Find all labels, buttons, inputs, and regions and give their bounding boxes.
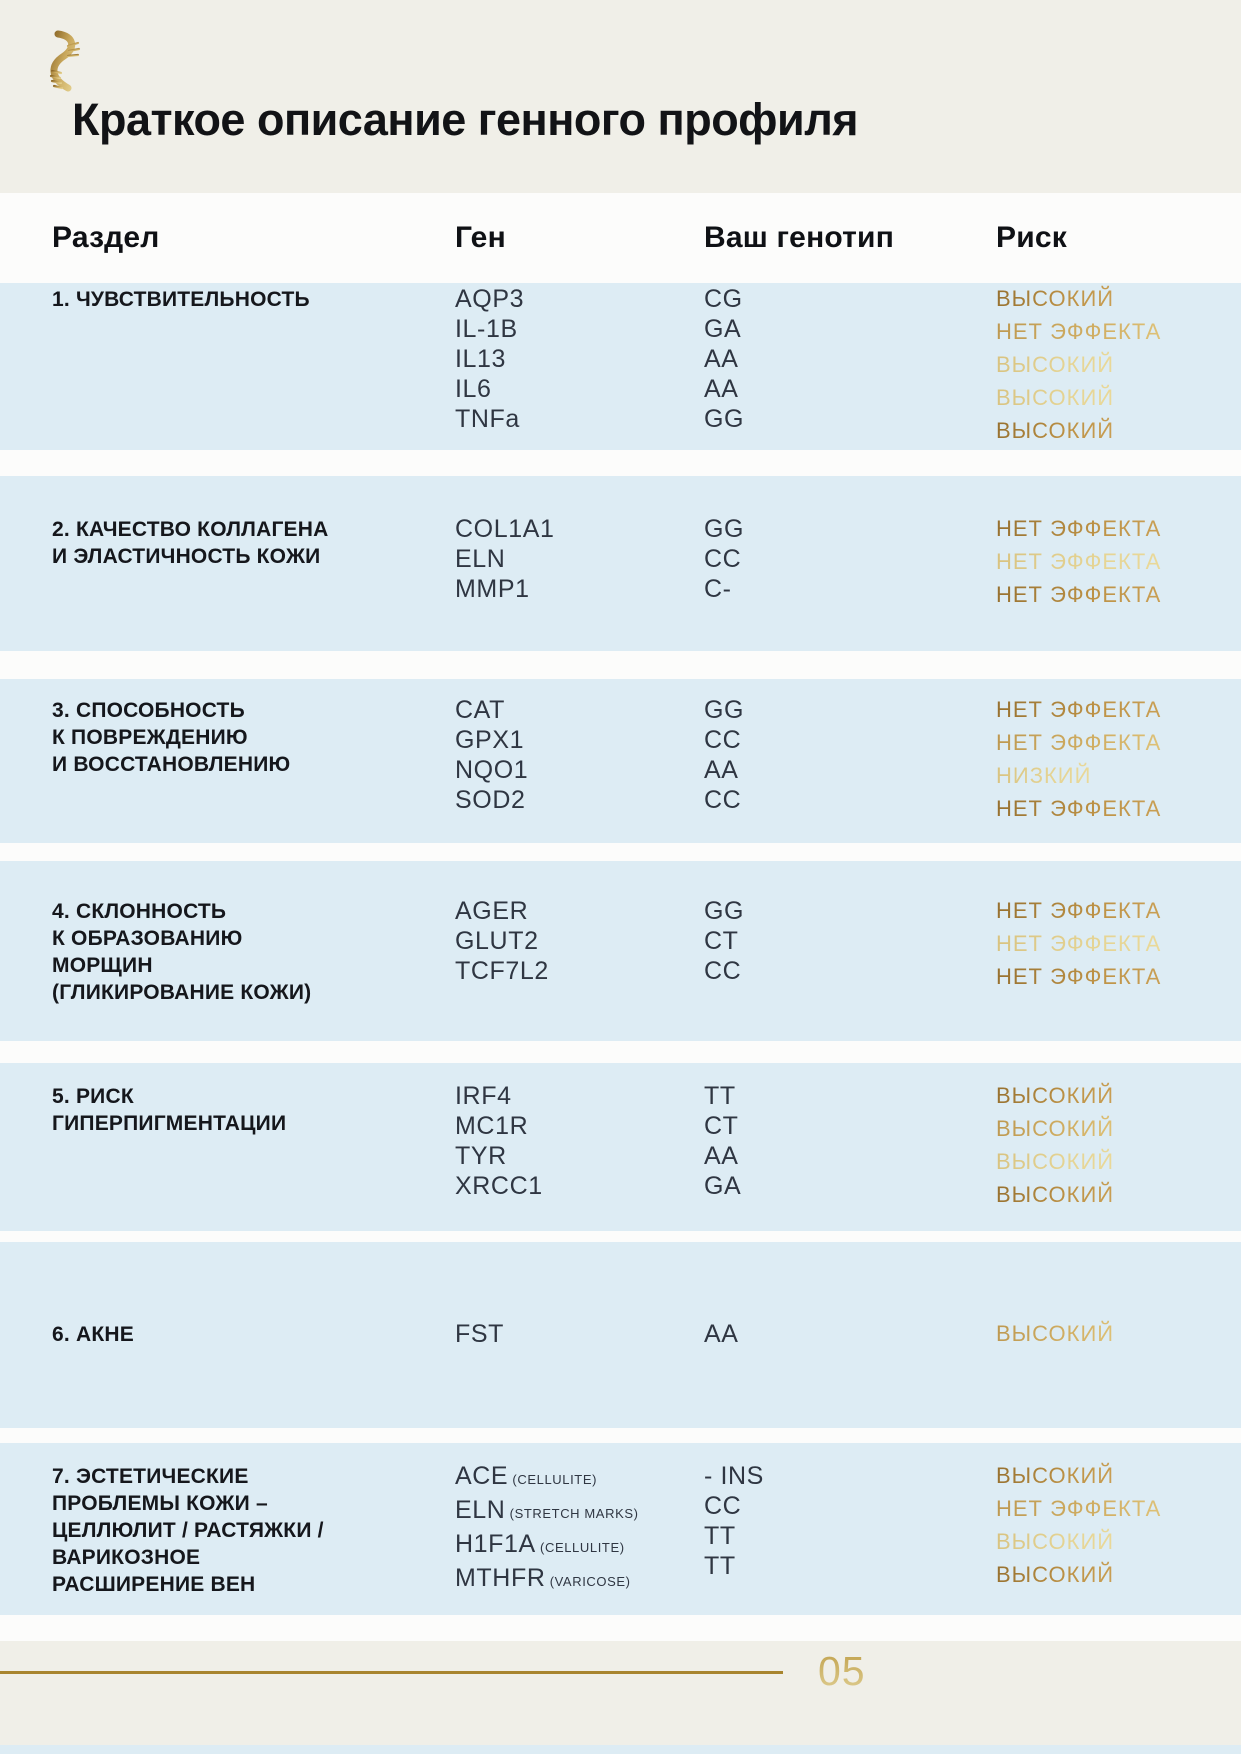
gene-note: (CELLULITE)	[508, 1471, 598, 1487]
section-title-line: 4. СКЛОННОСТЬ	[52, 900, 227, 923]
risk-row	[996, 547, 1241, 580]
genotype-column	[704, 695, 996, 815]
section-title-line: РАСШИРЕНИЕ ВЕН	[52, 1572, 256, 1596]
gene-name: MTHFR (VARICOSE)	[455, 1563, 631, 1592]
risk-row	[996, 284, 1241, 317]
gene-name: XRCC1	[455, 1172, 543, 1200]
risk-row	[996, 514, 1241, 547]
gene-note: (CELLULITE)	[535, 1539, 625, 1555]
table-header-gene: Ген	[455, 221, 506, 254]
genotype-value: AA	[704, 375, 739, 403]
genotype-value: CT	[704, 927, 739, 955]
risk-value: НИЗКИЙ	[996, 761, 1091, 791]
risk-row	[996, 317, 1241, 350]
section-title-line: 5. РИСК	[52, 1085, 134, 1108]
page-title: Краткое описание генного профиля	[72, 94, 859, 145]
risk-value: НЕТ ЭФФЕКТА	[996, 728, 1161, 758]
bottom-edge-strip	[0, 1745, 1241, 1754]
gene-column	[455, 284, 704, 434]
section-title-line: И ЭЛАСТИЧНОСТЬ КОЖИ	[52, 545, 321, 568]
section-row	[0, 1242, 1241, 1428]
gene-name: ELN	[455, 545, 506, 573]
risk-value: ВЫСОКИЙ	[996, 383, 1114, 413]
risk-row	[996, 728, 1241, 761]
section-title	[52, 284, 455, 313]
genotype-value: GG	[704, 696, 745, 724]
section-title-line: 7. ЭСТЕТИЧЕСКИЕ	[52, 1464, 249, 1488]
risk-row	[996, 1147, 1241, 1180]
risk-value: ВЫСОКИЙ	[996, 1527, 1114, 1557]
risk-value: НЕТ ЭФФЕКТА	[996, 547, 1161, 577]
risk-value: НЕТ ЭФФЕКТА	[996, 317, 1161, 347]
gene-name: AQP3	[455, 285, 525, 313]
gene-name: IL6	[455, 375, 492, 403]
genotype-value: CC	[704, 545, 742, 573]
risk-column	[996, 514, 1241, 613]
genotype-column	[704, 514, 996, 604]
section-title-line: ВАРИКОЗНОЕ	[52, 1545, 201, 1569]
section-row	[0, 861, 1241, 1041]
risk-value: НЕТ ЭФФЕКТА	[996, 580, 1161, 610]
risk-row	[996, 1494, 1241, 1527]
risk-row	[996, 1081, 1241, 1114]
gene-note: (STRETCH MARKS)	[505, 1505, 639, 1521]
risk-column	[996, 284, 1241, 449]
risk-value: НЕТ ЭФФЕКТА	[996, 962, 1161, 992]
genotype-value: CT	[704, 1112, 739, 1140]
page-number: 05	[818, 1648, 866, 1694]
risk-value: ВЫСОКИЙ	[996, 416, 1114, 446]
risk-column	[996, 1319, 1241, 1352]
risk-value: НЕТ ЭФФЕКТА	[996, 514, 1161, 544]
footer-divider-line	[0, 1671, 783, 1674]
genotype-value: AA	[704, 1142, 739, 1170]
section-title	[52, 695, 455, 778]
risk-value: ВЫСОКИЙ	[996, 1560, 1114, 1590]
genotype-value: AA	[704, 1319, 739, 1348]
risk-row	[996, 695, 1241, 728]
gene-name: AGER	[455, 897, 529, 925]
table-header-genotype: Ваш генотип	[704, 221, 895, 254]
risk-row	[996, 1461, 1241, 1494]
section-title-line: 2. КАЧЕСТВО КОЛЛАГЕНА	[52, 518, 329, 541]
risk-row	[996, 416, 1241, 449]
section-title	[52, 514, 455, 570]
genotype-value: GG	[704, 405, 745, 433]
risk-value: НЕТ ЭФФЕКТА	[996, 1494, 1161, 1524]
gene-name: SOD2	[455, 786, 526, 814]
risk-row	[996, 383, 1241, 416]
table-header-risk: Риск	[996, 221, 1067, 254]
gene-name: MC1R	[455, 1112, 529, 1140]
gene-name: FST	[455, 1319, 505, 1348]
gene-name: ELN (STRETCH MARKS)	[455, 1495, 639, 1524]
gene-name: ACE (CELLULITE)	[455, 1461, 598, 1490]
gene-name: NQO1	[455, 756, 529, 784]
genotype-value: CC	[704, 726, 742, 754]
risk-value: ВЫСОКИЙ	[996, 1461, 1114, 1491]
section-title-line: К ОБРАЗОВАНИЮ	[52, 927, 243, 950]
section-title-line: 1. ЧУВСТВИТЕЛЬНОСТЬ	[52, 288, 310, 311]
risk-row	[996, 896, 1241, 929]
gene-name: TCF7L2	[455, 957, 549, 985]
gene-name: CAT	[455, 696, 505, 724]
gene-name: GLUT2	[455, 927, 539, 955]
risk-row	[996, 1114, 1241, 1147]
table-header-row	[0, 193, 1241, 283]
genotype-value: TT	[704, 1551, 736, 1580]
risk-value: НЕТ ЭФФЕКТА	[996, 794, 1161, 824]
risk-row	[996, 580, 1241, 613]
section-row	[0, 1063, 1241, 1231]
genotype-value: TT	[704, 1521, 736, 1550]
genotype-value: AA	[704, 345, 739, 373]
table-body	[0, 283, 1241, 1615]
genotype-value: CC	[704, 1491, 742, 1520]
genotype-column	[704, 1319, 996, 1349]
gene-column	[455, 1319, 704, 1349]
risk-row	[996, 761, 1241, 794]
risk-value: НЕТ ЭФФЕКТА	[996, 929, 1161, 959]
gene-column	[455, 1461, 704, 1597]
section-row	[0, 679, 1241, 843]
section-title-line: МОРЩИН	[52, 954, 153, 977]
section-title-line: ЦЕЛЛЮЛИТ / РАСТЯЖКИ /	[52, 1518, 324, 1542]
section-title-line: ПРОБЛЕМЫ КОЖИ –	[52, 1491, 268, 1515]
genotype-value: GG	[704, 515, 745, 543]
risk-value: ВЫСОКИЙ	[996, 1147, 1114, 1177]
section-title-line: И ВОССТАНОВЛЕНИЮ	[52, 753, 291, 776]
risk-row	[996, 962, 1241, 995]
gene-profile-table	[0, 193, 1241, 1641]
risk-value: ВЫСОКИЙ	[996, 1081, 1114, 1111]
risk-row	[996, 1527, 1241, 1560]
genotype-value: CC	[704, 957, 742, 985]
genotype-value: C-	[704, 575, 732, 603]
gene-name: IL13	[455, 345, 507, 373]
risk-row	[996, 929, 1241, 962]
section-title-line: 6. АКНЕ	[52, 1322, 134, 1346]
risk-value: ВЫСОКИЙ	[996, 1180, 1114, 1210]
gene-column	[455, 1081, 704, 1201]
risk-column	[996, 1081, 1241, 1213]
risk-value: ВЫСОКИЙ	[996, 1319, 1114, 1349]
risk-column	[996, 896, 1241, 995]
gene-name: GPX1	[455, 726, 525, 754]
risk-row	[996, 1180, 1241, 1213]
table-header-section: Раздел	[52, 221, 160, 254]
genotype-value: AA	[704, 756, 739, 784]
genotype-column	[704, 896, 996, 986]
section-row	[0, 1443, 1241, 1615]
risk-row	[996, 794, 1241, 827]
section-row	[0, 283, 1241, 450]
section-title-line: 3. СПОСОБНОСТЬ	[52, 699, 245, 722]
gene-column	[455, 514, 704, 604]
risk-value: ВЫСОКИЙ	[996, 350, 1114, 380]
genotype-column	[704, 284, 996, 434]
risk-row	[996, 350, 1241, 383]
genotype-value: - INS	[704, 1461, 764, 1490]
genotype-column	[704, 1081, 996, 1201]
gene-name: TYR	[455, 1142, 507, 1170]
gene-name: COL1A1	[455, 515, 555, 543]
section-title	[52, 896, 455, 1006]
gene-name: MMP1	[455, 575, 530, 603]
risk-row	[996, 1560, 1241, 1593]
risk-value: ВЫСОКИЙ	[996, 1114, 1114, 1144]
dna-logo-icon	[44, 30, 84, 96]
risk-value: НЕТ ЭФФЕКТА	[996, 896, 1161, 926]
risk-column	[996, 1461, 1241, 1593]
risk-column	[996, 695, 1241, 827]
section-title	[52, 1081, 455, 1137]
genotype-value: CC	[704, 786, 742, 814]
genotype-value: GG	[704, 897, 745, 925]
risk-row	[996, 1319, 1241, 1352]
section-title	[52, 1461, 455, 1598]
genotype-value: GA	[704, 315, 742, 343]
section-title	[52, 1319, 455, 1348]
gene-name: TNFa	[455, 405, 520, 433]
genotype-value: TT	[704, 1082, 736, 1110]
genotype-value: GA	[704, 1172, 742, 1200]
section-title-line: ГИПЕРПИГМЕНТАЦИИ	[52, 1112, 287, 1135]
gene-column	[455, 896, 704, 986]
gene-name: IRF4	[455, 1082, 512, 1110]
risk-value: НЕТ ЭФФЕКТА	[996, 695, 1161, 725]
gene-column	[455, 695, 704, 815]
risk-value: ВЫСОКИЙ	[996, 284, 1114, 314]
section-title-line: (ГЛИКИРОВАНИЕ КОЖИ)	[52, 981, 312, 1004]
gene-note: (VARICOSE)	[545, 1573, 631, 1589]
section-title-line: К ПОВРЕЖДЕНИЮ	[52, 726, 248, 749]
gene-name: IL-1B	[455, 315, 518, 343]
gene-name: H1F1A (CELLULITE)	[455, 1529, 625, 1558]
section-row	[0, 476, 1241, 651]
genotype-column	[704, 1461, 996, 1581]
genotype-value: CG	[704, 285, 743, 313]
